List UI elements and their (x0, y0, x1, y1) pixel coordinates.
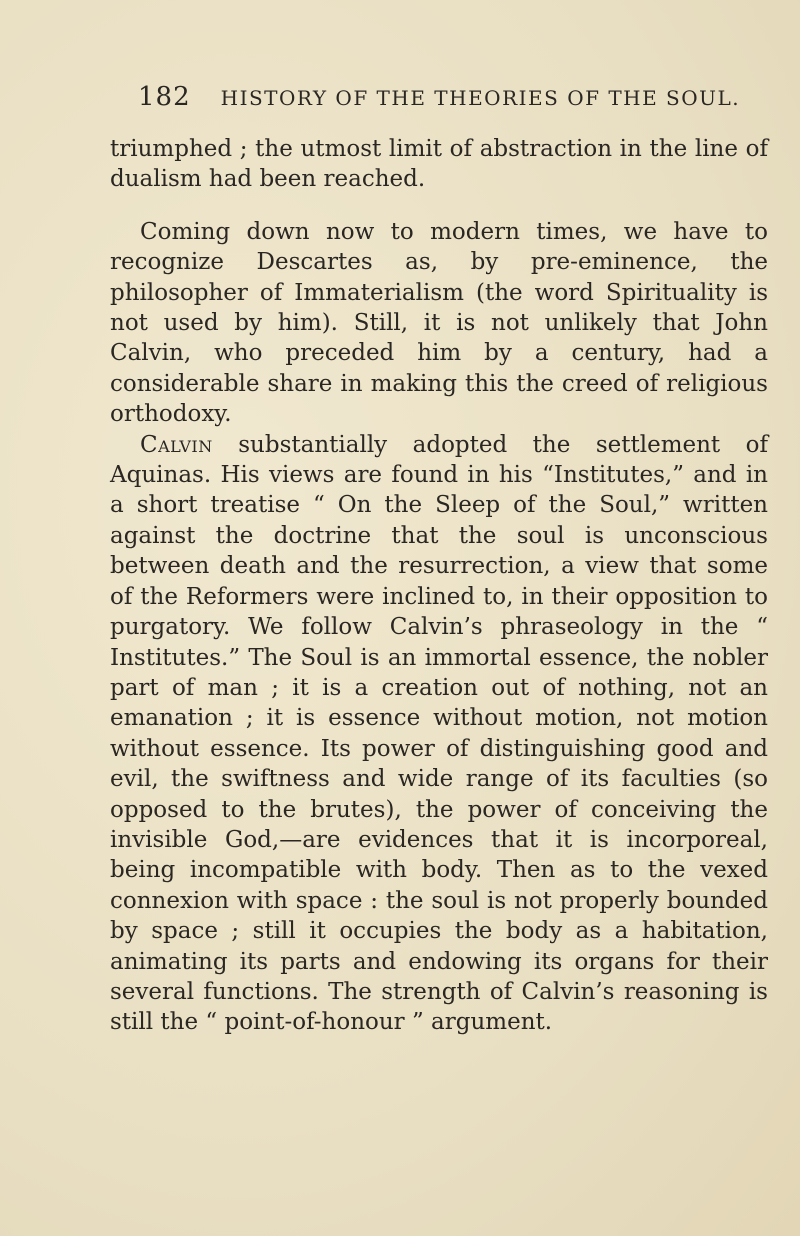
page-header (138, 82, 741, 116)
paragraph-2: Coming down now to modern times, we have to recognize Descartes as, by pre-eminence, the philosopher of Immaterialism (the word Spirituality is not used by him). Still, it is not unlikely that John Calvin, who preceded him by a century, had a considerable share in making this the creed of religious orthodoxy. (110, 218, 768, 428)
paragraph-1: triumphed ; the utmost limit of abstraction in the line of dualism had been reached. (110, 136, 768, 193)
paragraph-3-lead: Calvin (140, 431, 213, 458)
running-head: HISTORY OF THE THEORIES OF THE SOUL. (220, 86, 741, 110)
page-number: 182 (138, 82, 191, 112)
paragraph-3-text: substantially adopted the settlement of Aquinas. His views are found in his “Institutes,” and in a short treatise “ On the Sleep of the Soul,” written against the doctrine that the soul is unconscious between death and the resurrection, a view that some of the Reformers were inclined to, in their opposition to purgatory. We follow Calvin’s phraseology in the “ Institutes.” The Soul is an immortal essence, the nobler part of man ; it is a creation out of nothing, not an emanation ; it is essence without motion, not motion without essence. Its power of distinguishing good and evil, the swiftness and wide range of its faculties (so opposed to the brutes), the power of conceiving the invisible God,—are evidences that it is incorporeal, being incompatible with body. Then as to the vexed connexion with space : the soul is not properly bounded by space ; still it occupies the body as a habitation, animating its parts and endowing its organs for their several functions. The strength of Calvin’s reasoning is still the “ point-of-honour ” argument. (110, 431, 768, 1036)
body-text (110, 134, 768, 1038)
paragraph-3 (110, 430, 768, 1038)
